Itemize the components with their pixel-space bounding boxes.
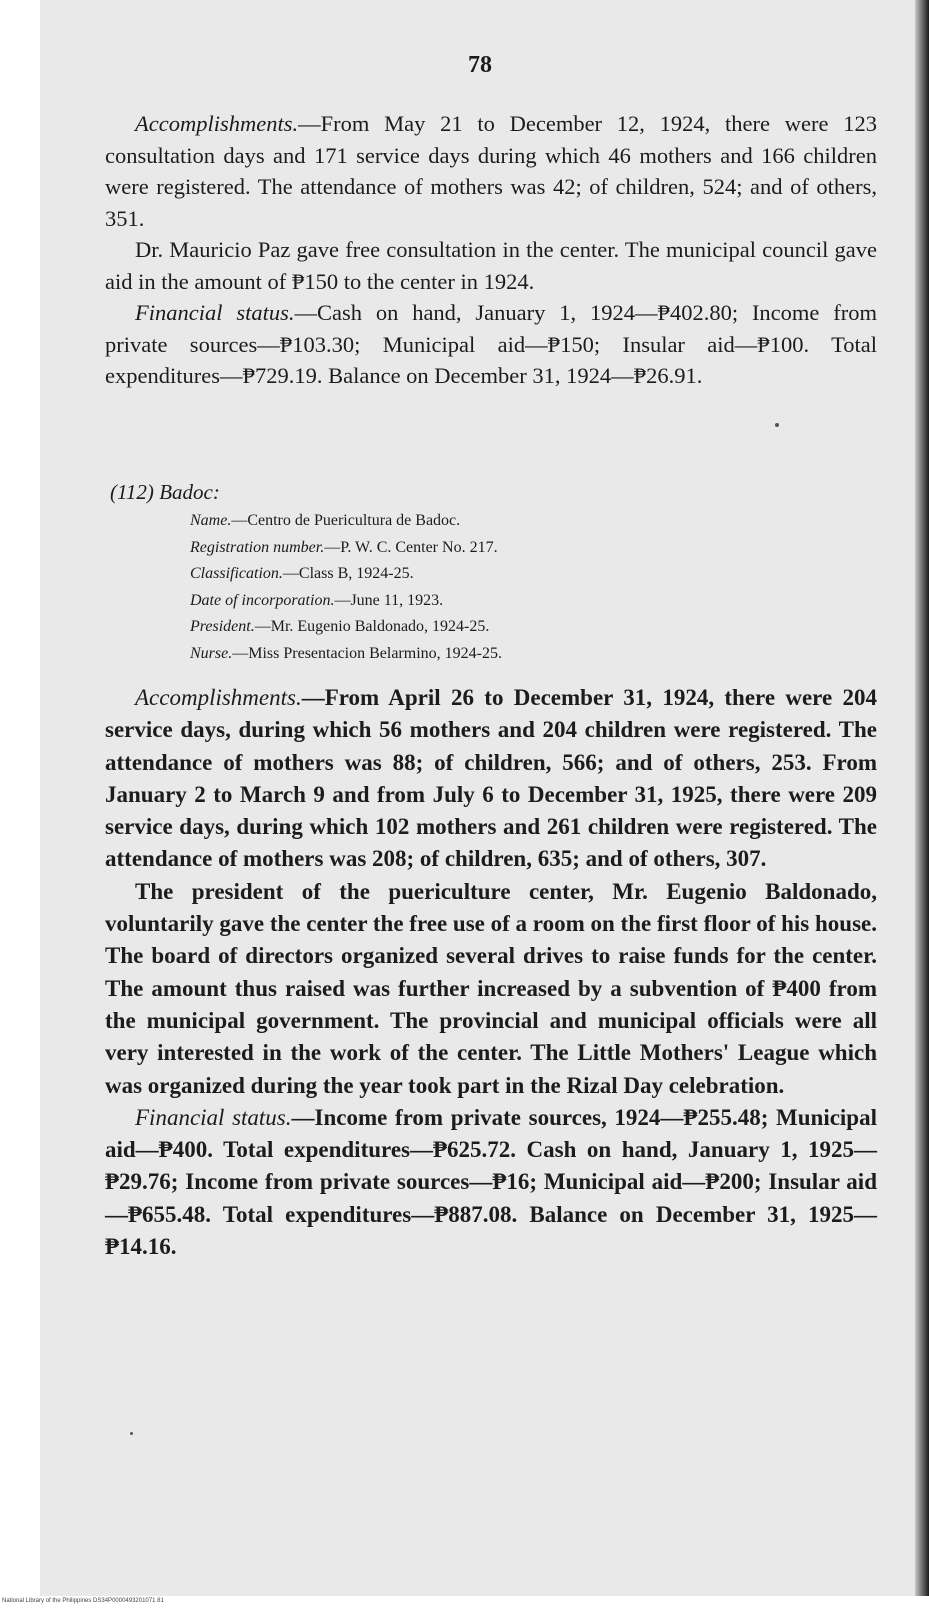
library-footer: National Library of the Philippines DS34P0000493201071 81	[2, 1598, 164, 1604]
field-registration	[190, 535, 502, 562]
block2-accomplishments-text: —From April 26 to December 31, 1924, there were 204 service days, during which 56 mothers and 204 children were registered. The attendance of mothers was 88; of children, 566; and of others, 253. From January 2 to March 9 and from July 6 to December 31, 1925, there were 209 service days, during which 102 mothers and 261 children were registered. The attendance of mothers was 208; of children, 635; and of others, 307.	[105, 685, 877, 872]
field-classification	[190, 561, 502, 588]
block2-financial	[105, 1102, 877, 1263]
block1-accomplishments-text: —From May 21 to December 12, 1924, there were 123 consultation days and 171 service days during which 46 mothers and 166 children were registered. The attendance of mothers was 42; of children, 524; and of others, 351.	[105, 111, 877, 231]
block2-financial-text: —Income from private sources, 1924—₱255.48; Municipal aid—₱400. Total expenditures—₱625.72. Cash on hand, January 1, 1925—₱29.76; Income from private sources—₱16; Municipal aid—₱200; Insular aid—₱655.48. Total expenditures—₱887.08. Balance on December 31, 1925—₱14.16.	[105, 1104, 877, 1260]
block2-accomplishments-label: Accomplishments.	[135, 685, 302, 710]
field-president	[190, 614, 502, 641]
section-heading	[110, 480, 220, 505]
field-incorporation-label: Date of incorporation.	[190, 591, 335, 609]
speck-mark	[775, 423, 779, 427]
field-nurse-label: Nurse.	[190, 644, 233, 662]
field-name	[190, 508, 502, 535]
field-nurse-value: —Miss Presentacion Belarmino, 1924-25.	[232, 644, 502, 662]
block1-accomplishments-label: Accomplishments.	[135, 111, 299, 136]
field-name-value: —Centro de Puericultura de Badoc.	[231, 512, 461, 529]
block1-text	[105, 108, 877, 392]
block2-president: The president of the puericulture center, Mr. Eugenio Baldonado, voluntarily gave the center the free use of a room on the first floor of his house. The board of directors organized several drives to raise funds for the center. The amount thus raised was further increased by a subvention of ₱400 from the municipal government. The provincial and municipal officials were all very interested in the work of the center. The Little Mothers' League which was organized during the year took part in the Rizal Day celebration.	[105, 878, 877, 1098]
field-president-label: President.	[190, 618, 255, 635]
block1-accomplishments	[105, 108, 877, 234]
block2-accomplishments	[105, 682, 877, 876]
block2-text	[105, 682, 877, 1263]
page-number: 78	[468, 52, 492, 78]
field-registration-value: —P. W. C. Center No. 217.	[324, 538, 498, 556]
page-binding-shadow	[915, 0, 929, 1596]
center-info-list	[190, 508, 502, 667]
block1-consultation: Dr. Mauricio Paz gave free consultation in the center. The municipal council gave aid in the amount of ₱150 to the center in 1924.	[105, 237, 877, 294]
field-nurse	[190, 641, 502, 668]
section-name: Badoc:	[159, 480, 220, 504]
field-president-value: —Mr. Eugenio Baldonado, 1924-25.	[254, 618, 490, 635]
block2-financial-label: Financial status.	[135, 1104, 292, 1130]
block1-financial-text: —Cash on hand, January 1, 1924—₱402.80; Income from private sources—₱103.30; Municipal aid—₱150; Insular aid—₱100. Total expenditures—₱729.19. Balance on December 31, 1924—₱26.91.	[105, 300, 877, 388]
section-number: (112)	[110, 480, 154, 504]
field-registration-label: Registration number.	[190, 538, 325, 556]
field-classification-label: Classification.	[190, 565, 283, 582]
speck-mark	[130, 1432, 133, 1435]
field-classification-value: —Class B, 1924-25.	[282, 565, 414, 582]
field-name-label: Name.	[190, 512, 232, 529]
field-incorporation	[190, 588, 502, 615]
block1-financial-label: Financial status.	[135, 300, 295, 325]
field-incorporation-value: —June 11, 1923.	[334, 591, 444, 609]
block1-financial	[105, 297, 877, 392]
